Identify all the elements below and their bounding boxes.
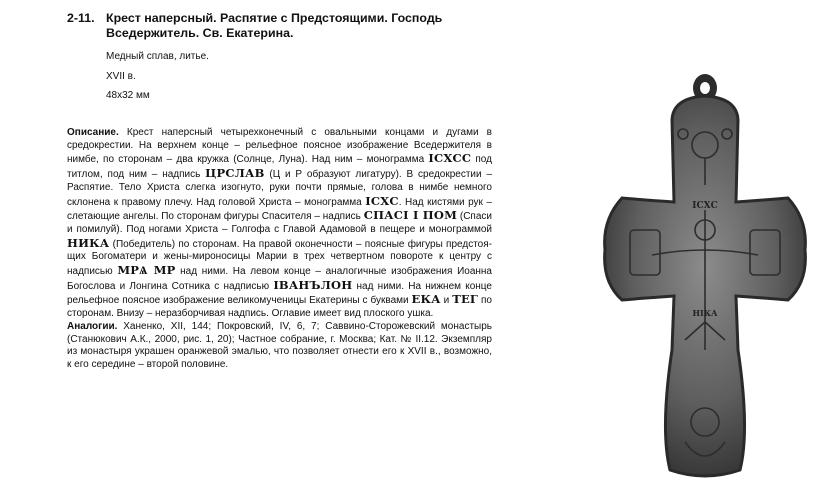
- description-text: и: [440, 295, 453, 307]
- cross-photo: [590, 50, 810, 480]
- text-block: [67, 127, 492, 372]
- dimensions-line: 48х32 мм: [106, 90, 150, 101]
- analogies-label: Аналогии.: [67, 320, 118, 332]
- entry-number: 2-11.: [67, 11, 95, 25]
- description-text: (Спаси и помилуй). Под ногами Христа – Голгофа с Главой Адамовой в пещере и монограммой: [67, 211, 492, 235]
- monogram-nika: НИКА: [67, 235, 110, 250]
- description-text: над ними. На нижнем конце рельефное поясное изображение великомученицы Екатерины с буквами: [67, 280, 492, 307]
- description-text: над ними. На левом конце – аналогичные изображения Иоанна Богослова и Лонгина Сотника с надписью: [67, 266, 492, 292]
- letters-eka: ЕКА: [411, 292, 441, 307]
- analogies-text: Ханенко, XII, 144; Покровский, IV, 6, 7; Саввино-Сторожевский монастырь (Станюкович А.К., 2000, рис. 1, 20); Частное собрание, г. Москва; Кат. № II.12. Экземпляр из монастыря украшен оранжевой эмалью, что позволяет отнести его к XVII в., возможно, к его середине – второй половине.: [67, 320, 492, 370]
- entry-title: Крест наперсный. Распятие с Предстоящими. Господь Вседержитель. Св. Екатерина.: [106, 11, 443, 40]
- description-label: Описание.: [67, 127, 119, 138]
- description-text: по сторонам. Внизу – неразборчивая надпись. Оглавие имеет вид плоского ушка.: [67, 295, 492, 320]
- description-text: (Победитель) по сторонам. На правой оконечности – поясные фигуры предстоящих Богоматери и жены-мироносицы Марии в трех четвертном повороте к центру с надписью: [67, 238, 492, 278]
- cross-monogram-top: ІСХС: [692, 201, 718, 211]
- inscription-ivan-lon: ІВАНЪЛОН: [273, 277, 353, 292]
- monogram-ischs-titlo: ІСХСС: [428, 151, 472, 166]
- inscription-mr-mr: МРѦ МР: [117, 263, 176, 278]
- description-text: под титлом, под ним – надпись: [67, 154, 492, 181]
- description-paragraph: [67, 127, 492, 321]
- inscription-tsrslav: ЦРСЛАВ: [205, 166, 265, 181]
- monogram-ischs: ІСХС: [365, 193, 399, 208]
- description-text: . Над кистями рук – слетающие ангелы. По сторонам фигуры Спасителя – надпись: [67, 196, 493, 223]
- material-line: Медный сплав, литье.: [106, 51, 209, 62]
- description-text: Крест наперсный четырехконечный с овальными концами и дугами в средокрестии. На верхнем конце – рельефное поясное изображение Вседержителя в нимбе, по сторонам – два кружка (Солнце, Луна). Над ним – монограмма: [67, 127, 492, 166]
- cross-monogram-center: НІКА: [692, 308, 718, 318]
- description-text: (Ц и Р образуют лигатуру). В средокрестии – Распятие. Тело Христа слегка изогнуто, руки почти прямые, голова в нимбе немного склонена к правому плечу. Над головой Христа – монограмма: [67, 169, 492, 208]
- analogies-paragraph: [67, 321, 492, 372]
- date-line: XVII в.: [106, 71, 136, 82]
- inscription-spasi-i-pomiluy: СПАСІ І ПОМ: [363, 208, 458, 223]
- letters-teg: ТЕГ: [452, 292, 479, 307]
